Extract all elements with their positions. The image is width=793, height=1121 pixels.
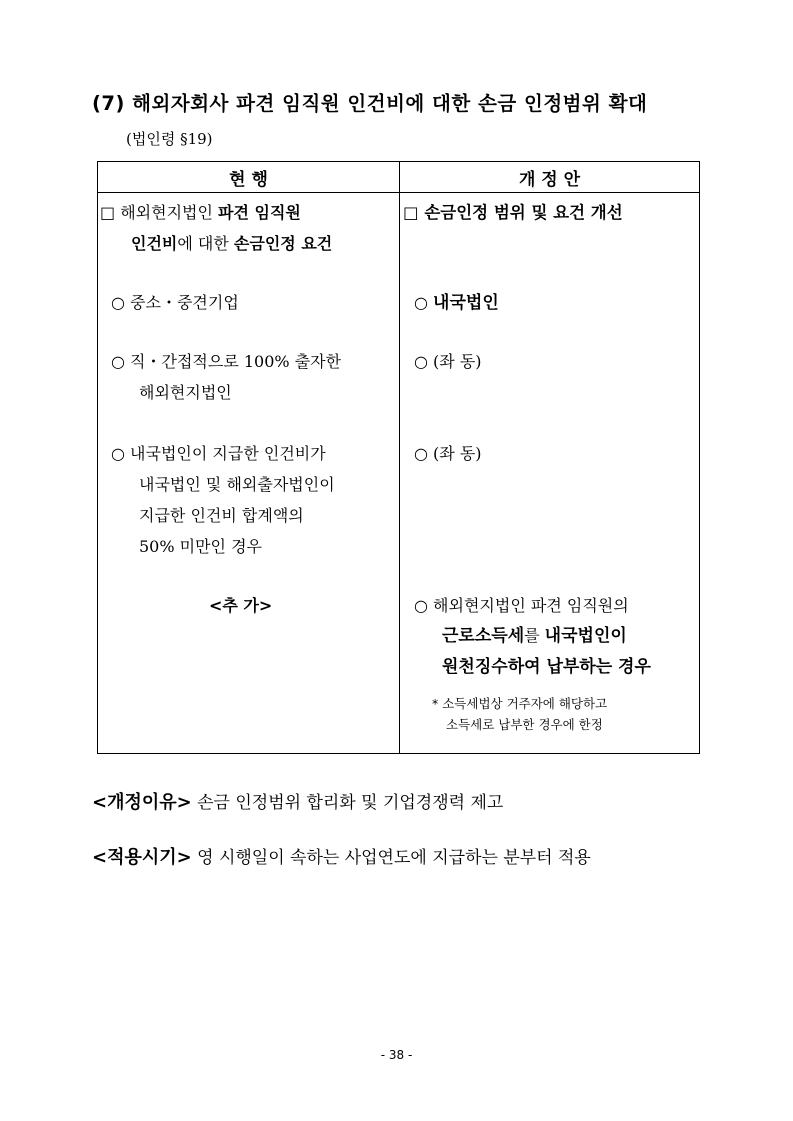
current-item-sme: ○ 중소・중견기업 (111, 293, 239, 312)
effective-date-label: <적용시기> (92, 847, 192, 868)
effective-date (92, 843, 591, 869)
proposed-item-same-2: ○ (좌 동) (414, 444, 482, 463)
proposed-item-same-1: ○ (좌 동) (414, 352, 482, 371)
proposed-item-domestic-corp: ○ 내국법인 (414, 293, 499, 313)
current-item-ratio-line3: 지급한 인건비 합계액의 (139, 506, 304, 525)
current-item-ratio-line4: 50% 미만인 경우 (139, 537, 263, 556)
current-box-heading-line1: □ 해외현지법인 파견 임직원 (100, 203, 301, 222)
current-item-ownership-line1: ○ 직・간접적으로 100% 출자한 (111, 352, 342, 371)
current-item-ratio-line1: ○ 내국법인이 지급한 인건비가 (111, 444, 326, 463)
proposed-footnote-line1: * 소득세법상 거주자에 해당하고 (432, 696, 608, 711)
comparison-table (97, 161, 700, 754)
section-title: (7) 해외자회사 파견 임직원 인건비에 대한 손금 인정범위 확대 (92, 92, 648, 115)
proposed-item-withholding-line2: 근로소득세를 내국법인이 (442, 626, 627, 646)
proposed-item-withholding-line1: ○ 해외현지법인 파견 임직원의 (414, 596, 629, 615)
current-item-ratio-line2: 내국법인 및 해외출자법인이 (139, 475, 335, 494)
revision-reason-label: <개정이유> (92, 792, 192, 813)
proposed-footnote-line2: 소득세로 납부한 경우에 한정 (446, 717, 603, 732)
proposed-box-heading: □ 손금인정 범위 및 요건 개선 (403, 203, 623, 222)
revision-reason-text: 손금 인정범위 합리화 및 기업경쟁력 제고 (191, 793, 504, 813)
legal-reference: (법인령 §19) (126, 130, 213, 148)
header-proposed: 개 정 안 (400, 162, 700, 193)
page-number: - 38 - (380, 1048, 413, 1062)
effective-date-text: 영 시행일이 속하는 사업연도에 지급하는 분부터 적용 (191, 848, 591, 868)
proposed-column (400, 193, 700, 754)
proposed-item-withholding-line3: 원천징수하여 납부하는 경우 (442, 657, 651, 677)
header-current: 현 행 (98, 162, 400, 193)
current-box-heading-line2: 인건비에 대한 손금인정 요건 (131, 234, 333, 253)
current-added-placeholder: <추 가> (209, 596, 273, 615)
current-column (98, 193, 400, 754)
revision-reason (92, 788, 503, 814)
current-item-ownership-line2: 해외현지법인 (139, 383, 232, 402)
